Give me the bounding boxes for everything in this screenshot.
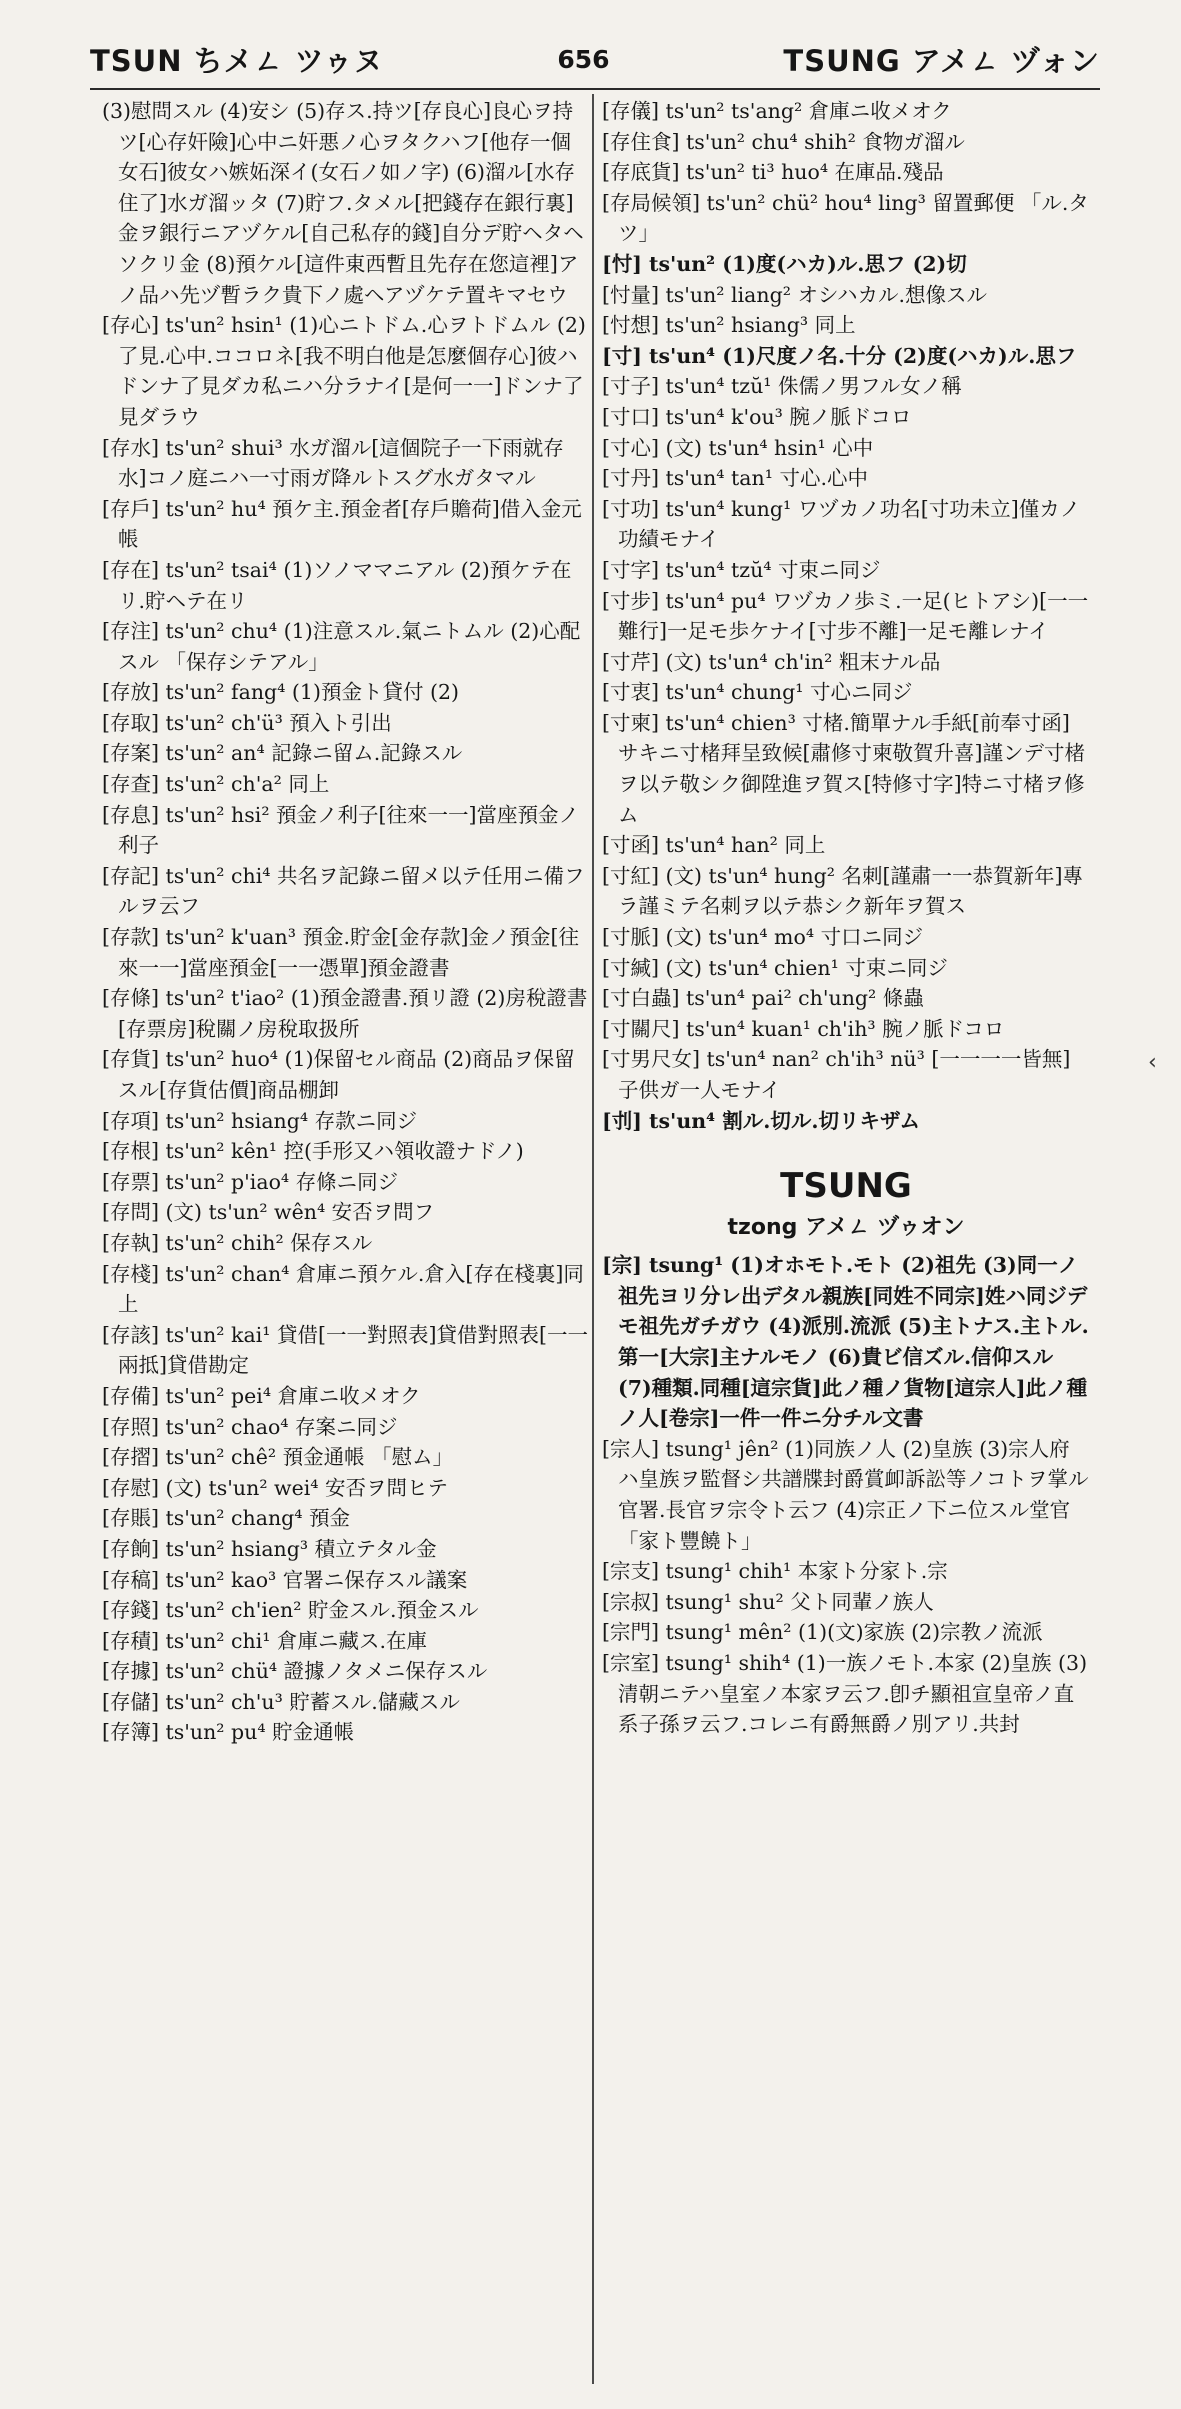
- headword-entry: [寸] ts'un⁴ (1)尺度ノ名.十分 (2)度(ハカ)ル.思フ: [602, 343, 1077, 368]
- dictionary-entry: [存注] ts'un² chu⁴ (1)注意スル.氣ニトムル (2)心配スル 「保存シテアル」: [102, 619, 581, 674]
- margin-mark: ‹: [1148, 1050, 1157, 1075]
- dictionary-entry: [存放] ts'un² fang⁴ (1)預金ト貸付 (2): [102, 680, 460, 705]
- dictionary-entry: [寸芹] (文) ts'un⁴ ch'in² 粗末ナル品: [602, 649, 941, 674]
- dictionary-entry: [寸脈] (文) ts'un⁴ mo⁴ 寸口ニ同ジ: [602, 925, 924, 950]
- dictionary-entry: (3)慰問スル (4)安シ (5)存ス.持ツ[存良心]良心ヲ持ツ[心存奸險]心中ニ奸悪ノ心ヲタクハフ[他存一個女石]彼女ハ嫉妬深イ(女石ノ如ノ字) (6)溜ル[水存住了]水ガ溜ッタ (7)貯フ.タメル[把錢存在銀行裏]金ヲ銀行ニアヅケル[自己私存的錢]自分デ貯ヘタヘソクリ金 (8)預ケル[這件東西暫且先存在您這裡]アノ品ハ先ヅ暫ラク貴下ノ處ヘアヅケテ置キマセウ: [102, 99, 584, 307]
- dictionary-entry: [寸白蟲] ts'un⁴ pai² ch'ung² 條蟲: [602, 986, 924, 1011]
- dictionary-entry: [存慰] (文) ts'un² wei⁴ 安否ヲ問ヒテ: [102, 1475, 449, 1500]
- dictionary-entry: [存根] ts'un² kên¹ 控(手形又ハ領收證ナドノ): [102, 1139, 524, 1164]
- dictionary-entry: [寸緘] (文) ts'un⁴ chien¹ 寸束ニ同ジ: [602, 955, 948, 980]
- dictionary-entry: [寸柬] ts'un⁴ chien³ 寸楮.簡單ナル手紙[前奉寸函]サキニ寸楮拜呈致候[肅修寸柬敬賀升喜]謹ンデ寸楮ヲ以テ敬シク御陞進ヲ賀ス[特修寸字]特ニ寸楮ヲ修ム: [602, 710, 1085, 827]
- dictionary-entry: [存心] ts'un² hsin¹ (1)心ニトドム.心ヲトドムル (2)了見.心中.ココロネ[我不明白他是怎麼個存心]彼ハドンナ了見ダカ私ニハ分ラナイ[是何一一]ドンナ了見ダラウ: [102, 313, 586, 429]
- dictionary-entry: [寸口] ts'un⁴ k'ou³ 腕ノ脈ドコロ: [602, 404, 912, 429]
- dictionary-entry: [寸衷] ts'un⁴ chung¹ 寸心ニ同ジ: [602, 680, 913, 705]
- header-left-guide-word: TSUN ちメㄥ ツゥヌ: [90, 43, 384, 78]
- section-subheading: tzong アメㄥ ヅゥオン: [727, 1215, 965, 1241]
- dictionary-entry: [宗室] tsung¹ shih⁴ (1)一族ノモト.本家 (2)皇族 (3)清朝ニテハ皇室ノ本家ヲ云フ.卽チ顯祖宣皇帝ノ直系子孫ヲ云フ.コレニ有爵無爵ノ別アリ.共封: [602, 1650, 1088, 1737]
- dictionary-entry: [存摺] ts'un² chê² 預金通帳 「慰ム」: [102, 1445, 454, 1470]
- dictionary-entry: [存戶] ts'un² hu⁴ 預ケ主.預金者[存戶贍荷]借入金元帳: [102, 496, 582, 552]
- dictionary-entry: [存該] ts'un² kai¹ 貸借[一一對照表]貸借對照表[一一兩抵]貸借勘定: [102, 1322, 588, 1378]
- dictionary-entry: [宗支] tsung¹ chih¹ 本家ト分家ト.宗: [602, 1559, 948, 1584]
- dictionary-entry: [存貨] ts'un² huo⁴ (1)保留セル商品 (2)商品ヲ保留スル[存貨估價]商品棚卸: [102, 1047, 575, 1102]
- dictionary-entry: [存票] ts'un² p'iao⁴ 存條ニ同ジ: [102, 1169, 399, 1194]
- dictionary-entry: [宗門] tsung¹ mên² (1)(文)家族 (2)宗教ノ流派: [602, 1620, 1043, 1645]
- dictionary-entry: [存賬] ts'un² chang⁴ 預金: [102, 1506, 351, 1531]
- dictionary-entry: [寸函] ts'un⁴ han² 同上: [602, 833, 826, 858]
- dictionary-entry: [寸丹] ts'un⁴ tan¹ 寸心.心中: [602, 466, 868, 491]
- page-header: [90, 30, 1100, 90]
- headword-entry: [刌] ts'un⁴ 割ル.切ル.切リキザム: [602, 1108, 920, 1133]
- dictionary-entry: [存項] ts'un² hsiang⁴ 存款ニ同ジ: [102, 1108, 418, 1133]
- dictionary-entry: [存水] ts'un² shui³ 水ガ溜ル[這個院子一下雨就存水]コノ庭ニハ一寸雨ガ降ルトスグ水ガタマル: [102, 435, 564, 491]
- dictionary-entry: [寸步] ts'un⁴ pu⁴ ワヅカノ歩ミ.一足(ヒトアシ)[一一難行]一足モ歩ケナイ[寸步不離]一足モ離レナイ: [602, 588, 1089, 644]
- dictionary-entry: [存儀] ts'un² ts'ang² 倉庫ニ收メオク: [602, 99, 952, 123]
- dictionary-entry: [存底貨] ts'un² ti³ huo⁴ 在庫品.殘品: [602, 160, 944, 185]
- dictionary-entry: [存棧] ts'un² chan⁴ 倉庫ニ預ケル.倉入[存在棧裏]同上: [102, 1261, 584, 1317]
- page-number: 656: [557, 44, 610, 74]
- dictionary-entry: [存局候領] ts'un² chü² hou⁴ ling³ 留置郵便 「ル.タツ」: [602, 190, 1089, 246]
- dictionary-entry: [存案] ts'un² an⁴ 記錄ニ留ム.記錄スル: [102, 741, 463, 766]
- column-divider: [592, 94, 594, 2384]
- dictionary-entry: [存取] ts'un² ch'ü³ 預入ト引出: [102, 710, 392, 735]
- dictionary-entry: [存積] ts'un² chi¹ 倉庫ニ藏ス.在庫: [102, 1628, 428, 1653]
- header-right-guide-word: TSUNG アメㄥ ヅォン: [783, 43, 1100, 78]
- dictionary-entry: [存餉] ts'un² hsiang³ 積立テタル金: [102, 1536, 437, 1561]
- left-column: [102, 96, 590, 2386]
- dictionary-entry: [寸紅] (文) ts'un⁴ hung² 名刺[謹肅一一恭賀新年]專ラ謹ミテ名刺ヲ以テ恭シク新年ヲ賀ス: [602, 863, 1084, 919]
- dictionary-entry: [存息] ts'un² hsi² 預金ノ利子[往來一一]當座預金ノ利子: [102, 802, 580, 858]
- dictionary-entry: [存問] (文) ts'un² wên⁴ 安否ヲ問フ: [102, 1200, 435, 1225]
- right-column: [602, 96, 1090, 2386]
- dictionary-entry: [存錢] ts'un² ch'ien² 貯金スル.預金スル: [102, 1598, 479, 1623]
- dictionary-entry: [存款] ts'un² k'uan³ 預金.貯金[金存款]金ノ預金[往來一一]當座預金[一一憑單]預金證書: [102, 925, 579, 980]
- headword-entry: [宗] tsung¹ (1)オホモト.モト (2)祖先 (3)同一ノ祖先ヨリ分レ出デタル親族[同姓不同宗]姓ハ同ジデモ祖先ガチガウ (4)派別.流派 (5)主トナス.主トル.第一[大宗]主ナルモノ (6)貴ビ信ズル.信仰スル (7)種類.同種[這宗貨]此ノ種ノ貨物[這宗人]此ノ種ノ人[卷宗]一件一件ニ分チル文書: [602, 1253, 1089, 1431]
- dictionary-entry: [存條] ts'un² t'iao² (1)預金證書.預リ證 (2)房稅證書[存票房]稅關ノ房稅取扱所: [102, 986, 588, 1041]
- dictionary-entry: [寸子] ts'un⁴ tzŭ¹ 侏儒ノ男フル女ノ稱: [602, 374, 962, 399]
- dictionary-entry: [寸功] ts'un⁴ kung¹ ワヅカノ功名[寸功未立]僅カノ功績モナイ: [602, 496, 1081, 552]
- dictionary-entry: [存簿] ts'un² pu⁴ 貯金通帳: [102, 1720, 355, 1745]
- dictionary-entry: [寸男尺女] ts'un⁴ nan² ch'ih³ nü³ [一一一一皆無]子供ガ一人モナイ: [602, 1047, 1071, 1102]
- dictionary-entry: [宗人] tsung¹ jên² (1)同族ノ人 (2)皇族 (3)宗人府ハ皇族ヲ監督シ共譜牒封爵賞卹訴訟等ノコトヲ掌ル官署.長官ヲ宗令ト云フ (4)宗正ノ下ニ位スル堂官 「家ト豐饒ト」: [602, 1436, 1089, 1553]
- dictionary-entry: [存查] ts'un² ch'a² 同上: [102, 772, 330, 797]
- dictionary-entry: [寸關尺] ts'un⁴ kuan¹ ch'ih³ 腕ノ脈ドコロ: [602, 1016, 1005, 1041]
- dictionary-entry: [存稿] ts'un² kao³ 官署ニ保存スル議案: [102, 1567, 468, 1592]
- dictionary-entry: [存執] ts'un² chih² 保存スル: [102, 1230, 373, 1255]
- dictionary-entry: [存在] ts'un² tsai⁴ (1)ソノママニアル (2)預ケテ在リ.貯ヘテ在リ: [102, 557, 572, 613]
- headword-entry: [忖] ts'un² (1)度(ハカ)ル.思フ (2)切: [602, 251, 967, 276]
- dictionary-entry: [存記] ts'un² chi⁴ 共名ヲ記錄ニ留メ以テ任用ニ備フルヲ云フ: [102, 863, 585, 919]
- section-heading: TSUNG: [780, 1166, 912, 1207]
- dictionary-entry: [宗叔] tsung¹ shu² 父ト同輩ノ族人: [602, 1589, 934, 1614]
- dictionary-entry: [寸心] (文) ts'un⁴ hsin¹ 心中: [602, 435, 874, 460]
- dictionary-entry: [存照] ts'un² chao⁴ 存案ニ同ジ: [102, 1414, 398, 1439]
- dictionary-entry: [忖想] ts'un² hsiang³ 同上: [602, 313, 856, 338]
- dictionary-entry: [存儲] ts'un² ch'u³ 貯蓄スル.儲藏スル: [102, 1689, 460, 1714]
- dictionary-entry: [存備] ts'un² pei⁴ 倉庫ニ收メオク: [102, 1383, 421, 1408]
- dictionary-entry: [寸字] ts'un⁴ tzŭ⁴ 寸束ニ同ジ: [602, 557, 881, 582]
- dictionary-entry: [存住食] ts'un² chu⁴ shih² 食物ガ溜ル: [602, 129, 965, 154]
- dictionary-entry: [存據] ts'un² chü⁴ 證據ノタメニ保存スル: [102, 1659, 488, 1684]
- dictionary-entry: [忖量] ts'un² liang² オシハカル.想像スル: [602, 282, 988, 307]
